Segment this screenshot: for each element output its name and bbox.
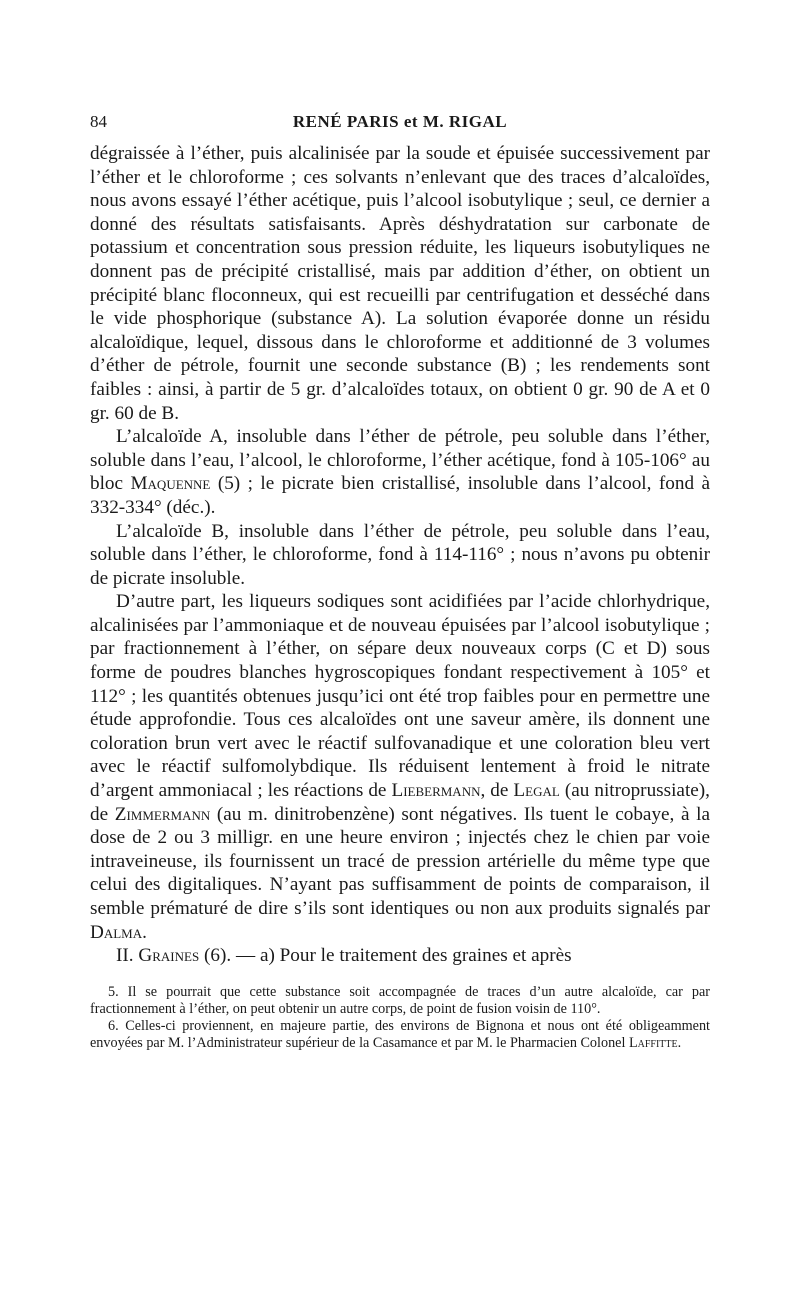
paragraph-4 (90, 590, 710, 944)
author-name-dalma: Dalma (90, 921, 143, 943)
footnote-ref-6: (6) (203, 945, 227, 967)
paragraph-1: dégraissée à l’éther, puis alcalinisée par la soude et épuisée successivement par l’éther et le chloroforme ; ces solvants n’enlevant que des traces d’alcaloïdes, nous avons essayé l’éther acétique, puis l’alcool isobutylique ; seul, ce dernier a donné des résultats satisfaisants. Après déshydratation sur carbonate de potassium et concentration sous pression réduite, les liqueurs isobutyliques ne donnent pas de précipité cristallisé, mais par addition d’éther, on obtient un précipité blanc floconneux, qui est recueilli par centrifugation et desséché dans le vide phosphorique (substance A). La solution évaporée donne un résidu alcaloïdique, lequel, dissous dans le chloroforme et additionné de 3 volumes d’éther de pétrole, fournit une seconde substance (B) ; les rendements sont faibles : ainsi, à partir de 5 gr. d’alcaloïdes totaux, on obtient 0 gr. 90 de A et 0 gr. 60 de B. (90, 143, 710, 424)
author-name-legal: Legal (513, 780, 560, 802)
paragraph-4-text-e: . (142, 921, 147, 943)
footnote-6-text-a: 6. Celles-ci proviennent, en majeure partie, des environs de Bignona et nous ont été obligeamment envoyées par M. l’Administrateur supérieur de la Casamance et par M. le Pharmacien Colonel (90, 1017, 710, 1051)
section-number: II. (116, 945, 139, 967)
author-name-zimmermann: Zimmermann (114, 803, 211, 825)
paragraph-4-text-d: (au m. dinitrobenzène) sont négatives. Ils tuent le cobaye, à la dose de 2 ou 3 milligr. en une heure environ ; injectés chez le chien par voie intraveineuse, ils fournissent un tracé de pression artérielle du même type que celui des digitaliques. N’ayant pas suffisamment de points de comparaison, il semble prématuré de dire s’ils sont identiques ou non aux produits signalés par (90, 803, 710, 919)
body-text (90, 142, 710, 968)
paragraph-2-text-a: L’alcaloïde A, insoluble dans l’éther de pétrole, peu soluble dans l’éther, soluble dans l’eau, l’alcool, le chloroforme, l’éther acétique, fond à 105-106° au bloc (90, 426, 710, 495)
running-header (90, 112, 710, 142)
footnote-ref-5: (5) (217, 473, 241, 495)
footnote-6-text-b: . (677, 1034, 682, 1051)
author-name-laffitte: Laffitte (628, 1034, 678, 1051)
author-name-maquenne: Maquenne (130, 473, 211, 495)
paragraph-3: L’alcaloïde B, insoluble dans l’éther de pétrole, peu soluble dans l’eau, soluble dans l’éther, le chloroforme, fond à 114-116° ; nous n’avons pu obtenir de picrate insoluble. (90, 520, 710, 589)
paragraph-2-text-b: ; le picrate bien cristallisé, insoluble dans l’alcool, fond à 332-334° (déc.). (90, 473, 710, 518)
running-title: RENÉ PARIS et M. RIGAL (292, 112, 508, 131)
paragraph-2 (90, 425, 710, 519)
footnote-6 (90, 1018, 710, 1052)
footnotes (90, 984, 710, 1052)
paragraph-4-text-a: D’autre part, les liqueurs sodiques sont acidifiées par l’acide chlorhydrique, alcalinisées par l’ammoniaque et de nouveau épuisées par l’alcool isobutylique ; par fractionnement à l’éther, on sépare deux nouveaux corps (C et D) sous forme de poudres blanches hygroscopiques fondant respectivement à 105° et 112° ; les quantités obtenues jusqu’ici ont été trop faibles pour en permettre une étude approfondie. Tous ces alcaloïdes ont une saveur amère, ils donnent une coloration brun vert avec le réactif sulfovanadique et une coloration bleu vert avec le réactif sulfomolybdique. Ils réduisent lentement à froid le nitrate d’argent ammoniacal ; les réactions de (90, 591, 710, 802)
page-number: 84 (90, 112, 107, 131)
paragraph-4-text-c: (au nitroprussiate), de (90, 780, 710, 825)
paragraph-5-text: . — a) Pour le traitement des graines et après (226, 945, 572, 967)
section-title-graines: Graines (138, 945, 200, 967)
page (90, 112, 710, 1052)
footnote-5: 5. Il se pourrait que cette substance soit accompagnée de traces d’un autre alcaloïde, car par fractionnement à l’éther, on peut obtenir un autre corps, de point de fusion voisin de 110°. (90, 983, 710, 1017)
paragraph-4-text-b: , de (480, 780, 514, 802)
paragraph-5 (90, 944, 710, 968)
author-name-liebermann: Liebermann (391, 780, 481, 802)
